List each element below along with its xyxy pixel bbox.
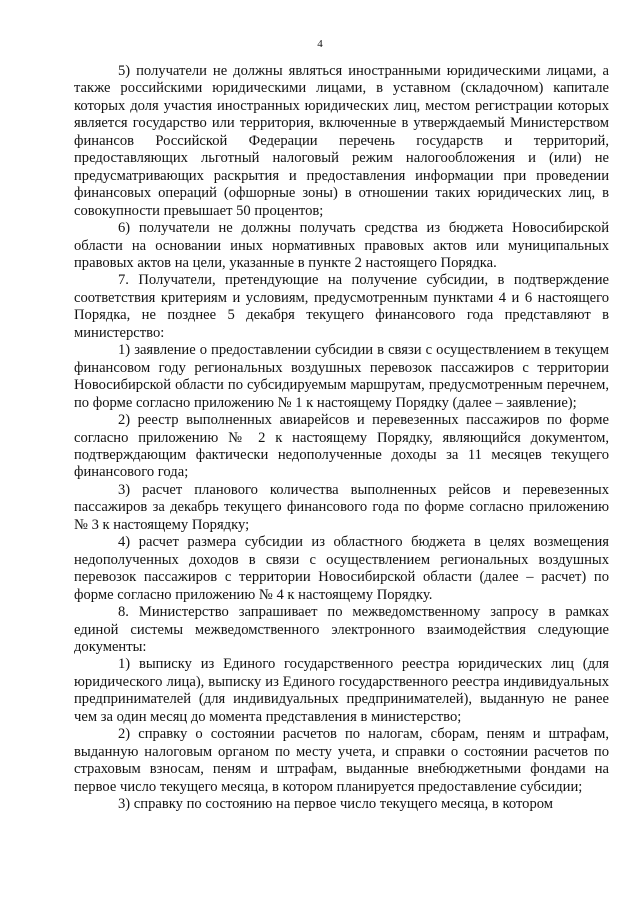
paragraph-section-8: 8. Министерство запрашивает по межведомственному запросу в рамках единой системы межведомственного электронного взаимодействия следующие документы: bbox=[74, 604, 609, 655]
paragraph-section-8-item-3: 3) справку по состоянию на первое число текущего месяца, в котором bbox=[118, 796, 554, 813]
paragraph-section-7-item-4: 4) расчет размера субсидии из областного бюджета в целях возмещения недополученных доходов в связи с осуществлением региональных воздушных перевозок пассажиров с территории Новосибирской области (далее – расчет) по форме согласно приложению № 4 к настоящему Порядку. bbox=[74, 534, 609, 603]
paragraph-clause-6: 6) получатели не должны получать средства из бюджета Новосибирской области на основании иных нормативных правовых актов или муниципальных правовых актов на цели, указанные в пункте 2 настоящего Порядка. bbox=[74, 220, 609, 271]
paragraph-section-7-item-1: 1) заявление о предоставлении субсидии в связи с осуществлением в текущем финансовом году региональных воздушных перевозок пассажиров с территории Новосибирской области по субсидируемым маршрутам, предусмотренным перечнем, по форме согласно приложению № 1 к настоящему Порядку (далее – заявление); bbox=[74, 342, 609, 411]
paragraph-section-7: 7. Получатели, претендующие на получение субсидии, в подтверждение соответствия критериям и условиям, предусмотренным пунктами 4 и 6 настоящего Порядка, не позднее 5 декабря текущего финансового года представляют в министерство: bbox=[74, 272, 609, 341]
paragraph-section-8-item-1: 1) выписку из Единого государственного реестра юридических лиц (для юридического лица), выписку из Единого государственного реестра индивидуальных предпринимателей (для индивидуальных предпринимателей), выданную не ранее чем за один месяц до момента представления в министерство; bbox=[74, 656, 609, 725]
paragraph-section-8-item-2: 2) справку о состоянии расчетов по налогам, сборам, пеням и штрафам, выданную налоговым органом по месту учета, и справки о состоянии расчетов по страховым взносам, пеням и штрафам, выданные внебюджетными фондами на первое число текущего месяца, в котором планируется предоставление субсидии; bbox=[74, 726, 609, 795]
document-body bbox=[74, 63, 609, 813]
paragraph-clause-5: 5) получатели не должны являться иностранными юридическими лицами, а также российскими юридическими лицами, в уставном (складочном) капитале которых доля участия иностранных юридических лиц, местом регистрации которых является государство или территория, включенные в утверждаемый Министерством финансов Российской Федерации перечень государств и территорий, предоставляющих льготный налоговый режим налогообложения и (или) не предусматривающих раскрытия и предоставления информации при проведении финансовых операций (офшорные зоны) в отношении таких юридических лиц, в совокупности превышает 50 процентов; bbox=[74, 63, 609, 219]
page-number: 4 bbox=[317, 38, 323, 50]
paragraph-section-7-item-3: 3) расчет планового количества выполненных рейсов и перевезенных пассажиров за декабрь текущего финансового года по форме согласно приложению № 3 к настоящему Порядку; bbox=[74, 481, 609, 533]
paragraph-section-7-item-2: 2) реестр выполненных авиарейсов и перевезенных пассажиров по форме согласно приложению № 2 к настоящему Порядку, являющийся документом, подтверждающим фактически недополученные доходы за 11 месяцев текущего финансового года; bbox=[74, 412, 609, 481]
